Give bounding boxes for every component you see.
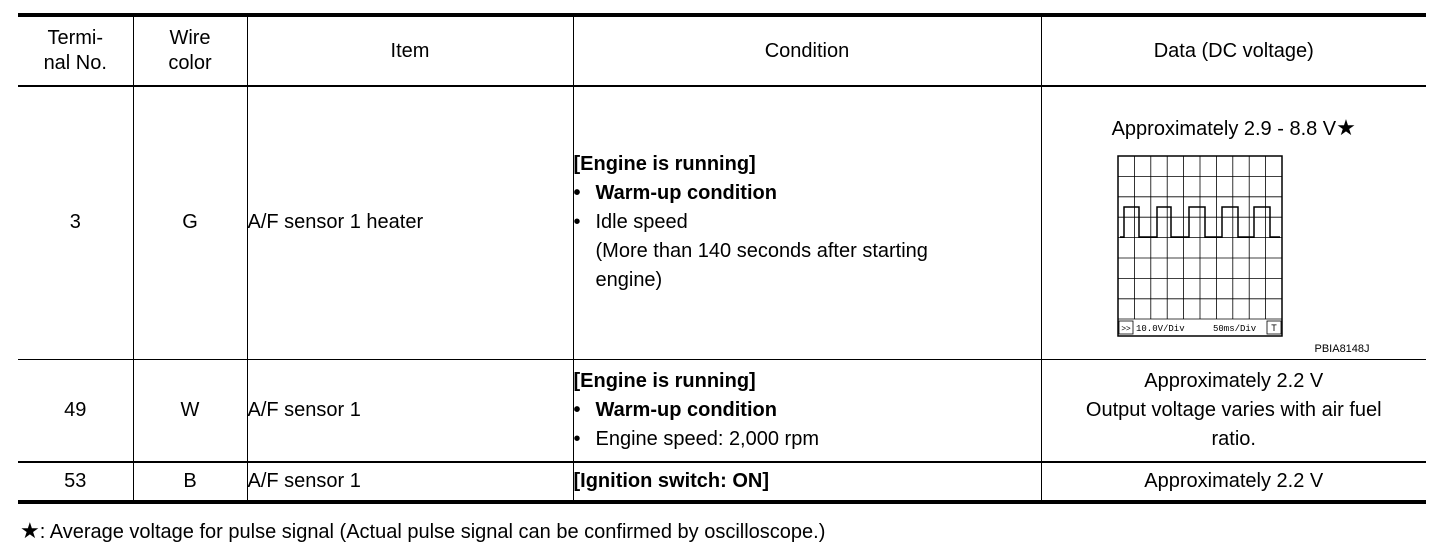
data-line: Output voltage varies with air fuel bbox=[1085, 398, 1382, 421]
terminal-number: 3 bbox=[18, 86, 133, 359]
data-voltage-text: Approximately 2.9 - 8.8 V★ bbox=[1111, 115, 1356, 141]
condition-heading: [Engine is running] bbox=[573, 369, 756, 392]
condition-note: (More than 140 seconds after starting bbox=[595, 240, 928, 263]
terminal-number: 49 bbox=[18, 359, 133, 462]
footnote-text: : Average voltage for pulse signal (Actual pulse signal can be confirmed by oscilloscope.) bbox=[39, 521, 826, 543]
scope-left-marker: >> bbox=[1120, 324, 1131, 334]
condition-bullet: • Idle speed bbox=[574, 208, 1041, 237]
bullet-icon: • bbox=[573, 427, 581, 450]
header-data: Data (DC voltage) bbox=[1041, 15, 1426, 86]
terminal-data-table bbox=[18, 13, 1426, 504]
table-row bbox=[18, 359, 1426, 462]
condition-heading: [Engine is running] bbox=[573, 153, 756, 176]
oscilloscope-figure bbox=[1042, 101, 1427, 356]
condition-bullet: • Engine speed: 2,000 rpm bbox=[574, 425, 1041, 454]
data-cell: Approximately 2.2 V bbox=[1041, 462, 1426, 502]
bullet-icon: • bbox=[573, 182, 581, 205]
header-terminal-no: Termi- nal No. bbox=[18, 15, 133, 86]
figure-code: PBIA8148J bbox=[1314, 343, 1370, 356]
item-name: A/F sensor 1 bbox=[247, 359, 573, 462]
item-name: A/F sensor 1 heater bbox=[247, 86, 573, 359]
bullet-icon: • bbox=[573, 398, 581, 421]
terminal-number: 53 bbox=[18, 462, 133, 502]
scope-time-div: 50ms/Div bbox=[1212, 324, 1256, 335]
scope-right-marker: T bbox=[1270, 323, 1277, 334]
header-condition: Condition bbox=[573, 15, 1041, 86]
data-line: Approximately 2.2 V bbox=[1144, 369, 1324, 392]
wire-color: G bbox=[133, 86, 247, 359]
wire-color: W bbox=[133, 359, 247, 462]
condition-note: engine) bbox=[595, 269, 663, 292]
condition-cell bbox=[573, 359, 1041, 462]
condition-bullet: • Warm-up condition bbox=[574, 179, 1041, 208]
footnote bbox=[20, 519, 825, 544]
table-header-row bbox=[18, 15, 1426, 86]
data-cell bbox=[1041, 359, 1426, 462]
scope-volt-div: 10.0V/Div bbox=[1135, 324, 1185, 335]
table-row bbox=[18, 86, 1426, 359]
header-wire-color: Wire color bbox=[133, 15, 247, 86]
condition-cell bbox=[573, 86, 1041, 359]
star-icon: ★ bbox=[20, 518, 40, 543]
data-cell bbox=[1041, 86, 1426, 359]
item-name: A/F sensor 1 bbox=[247, 462, 573, 502]
table-row bbox=[18, 462, 1426, 502]
wire-color: B bbox=[133, 462, 247, 502]
condition-bullet: • Warm-up condition bbox=[574, 396, 1041, 425]
condition-heading: [Ignition switch: ON] bbox=[573, 470, 770, 492]
condition-cell bbox=[573, 462, 1041, 502]
oscilloscope-screen bbox=[1117, 155, 1283, 337]
bullet-icon: • bbox=[573, 211, 581, 234]
data-line: ratio. bbox=[1211, 427, 1256, 450]
header-item: Item bbox=[247, 15, 573, 86]
star-icon: ★ bbox=[1336, 115, 1356, 141]
